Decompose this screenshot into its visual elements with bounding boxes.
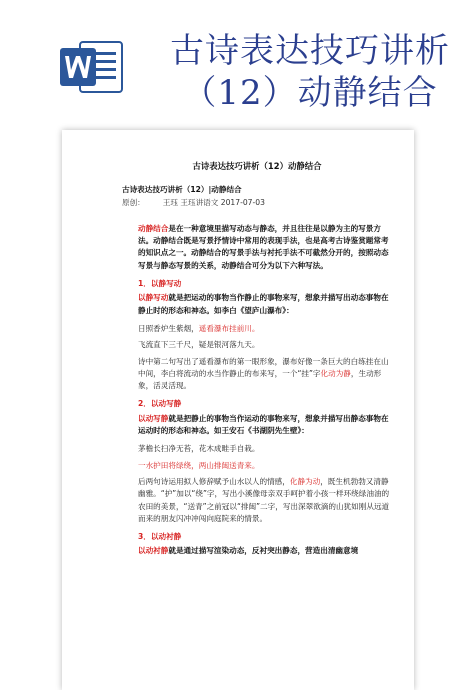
section-2-lead-text: 就是把静止的事物当作运动的事物来写，想象并描写出静态事物在运动时的形态和神态。如王安石《书湖阴先生壁》：: [138, 413, 389, 436]
poem-line-2a: 一水护田将绿绕，: [138, 460, 199, 470]
section-1-lead-text: 就是把运动的事物当作静止的事物来写，想象并描写出动态事物在静止时的形态和神态。如李白《望庐山瀑布》：: [138, 293, 389, 315]
section-1-body-a: 诗中第二句写出了遥看瀑布的第一眼形象，瀑布好像一条巨大的白练挂在山中间，李白将流动的水当作静止的布来写，一个“挂”字: [138, 356, 389, 378]
section-2-term: 以动写静: [138, 413, 169, 423]
section-2-body-a: 后两句诗运用拟人修辞赋予山水以人的情感，: [138, 476, 290, 486]
section-3-lead: [122, 545, 392, 557]
document-body: [122, 160, 392, 564]
section-2-poem-line-2: [122, 460, 392, 472]
banner-title: 古诗表达技巧讲析（12）动静结合: [170, 31, 450, 113]
banner: [0, 0, 474, 128]
section-1-term: 以静写动: [138, 293, 169, 303]
section-1-heading: 1．以静写动: [138, 279, 182, 289]
intro-paragraph: [122, 223, 392, 272]
meta-author: 王珏 王珏讲语文 2017-07-03: [162, 197, 265, 207]
section-2-poem-line-1: 茅檐长扫净无苔，花木成畦手自栽。: [138, 444, 260, 454]
section-2-body-highlight: 化静为动: [289, 476, 321, 486]
section-1-poem-line-1: [122, 323, 392, 335]
poem-line-1a: 日照香炉生紫烟，: [138, 323, 199, 333]
poem-line-2b: 两山排闼送青来。: [198, 460, 260, 470]
intro-term: 动静结合: [138, 223, 169, 233]
document-title: 古诗表达技巧讲析（12）动静结合: [192, 161, 322, 171]
poem-line-1b: 遥看瀑布挂前川。: [198, 323, 260, 333]
intro-text: 是在一种意境里描写动态与静态，并且往往是以静为主的写景方法。动静结合既是写景抒情诗中常用的表现手法，也是高考古诗鉴赏题常考的知识点之一。动静结合的写景手法与衬托手法不可截然分开的，按照动态写景与静态写景的关系，动静结合可分为以下六种写法。: [138, 223, 389, 270]
section-3-term: 以动衬静: [138, 546, 169, 556]
word-document-icon: [58, 38, 124, 96]
section-2-lead: [122, 413, 392, 438]
section-2-body-b: ，既生机勃勃又清静幽雅。“护”加以“绕”字，写出小溪像母亲双手呵护着小孩一样环绕绿油油的农田的美景，“送青”之前冠以“排闼”二字，写出深翠欲滴的山犹如刚从远道而来的朋友闪冲冲闯向庭院来的情景。: [138, 476, 390, 523]
section-1-lead: [122, 292, 392, 317]
section-1-body-b: ，生动形象，活灵活现。: [138, 368, 382, 391]
article-subtitle: 古诗表达技巧讲析（12）|动静结合: [122, 185, 242, 195]
article-meta: [122, 197, 392, 209]
section-2-heading: 2．以动写静: [138, 399, 182, 409]
meta-label: 原创：: [122, 197, 145, 207]
section-1-body-highlight: 化动为静: [320, 368, 351, 378]
section-1-body: [122, 356, 392, 393]
section-3-heading: 3．以动衬静: [138, 532, 182, 542]
section-3-lead-text: 就是通过描写渲染动态，反衬突出静态，营造出清幽意境: [168, 546, 359, 556]
section-2-body: [122, 476, 392, 525]
section-1-poem-line-2: 飞流直下三千尺，疑是银河落九天。: [138, 340, 260, 350]
